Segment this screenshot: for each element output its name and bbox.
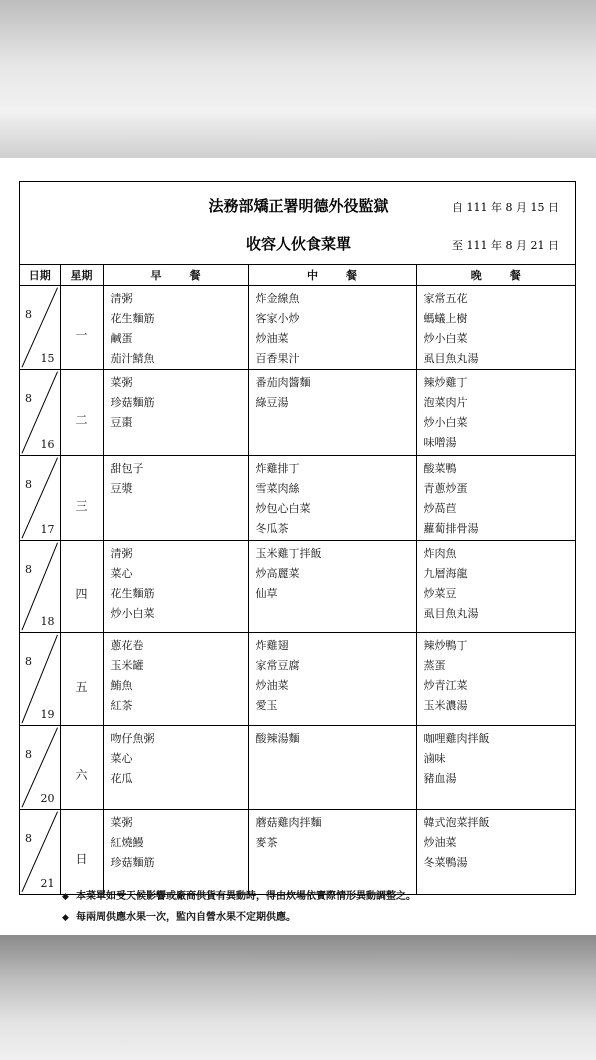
weekday-cell: 二	[60, 370, 103, 456]
breakfast-cell	[103, 810, 248, 894]
dinner-cell	[416, 456, 575, 541]
menu-item: 番茄肉醬麵	[255, 376, 311, 389]
menu-item: 麥茶	[255, 836, 278, 849]
blurred-top-background	[0, 0, 596, 158]
blurred-bottom-background	[0, 935, 596, 1060]
lunch-cell	[248, 810, 416, 894]
menu-item: 炒油菜	[423, 836, 457, 849]
table-row	[20, 456, 575, 541]
menu-document	[19, 181, 576, 895]
menu-item: 愛玉	[255, 699, 278, 712]
menu-item: 辣炒鴨丁	[423, 639, 468, 652]
menu-item: 花生麵筋	[110, 312, 155, 325]
diamond-bullet-icon: ◆	[62, 913, 69, 923]
menu-item: 炒小白菜	[423, 416, 468, 429]
weekday-cell: 四	[60, 541, 103, 633]
document-header	[20, 182, 575, 265]
menu-item: 吻仔魚粥	[110, 732, 155, 745]
menu-item: 炒青江菜	[423, 679, 468, 692]
lunch-cell	[248, 456, 416, 541]
menu-item: 咖哩雞肉拌飯	[423, 732, 490, 745]
menu-item: 玉米雞丁拌飯	[255, 547, 322, 560]
menu-item: 菜心	[110, 567, 133, 580]
menu-item: 家常五花	[423, 292, 468, 305]
menu-item: 鮪魚	[110, 679, 133, 692]
menu-item: 虱目魚丸湯	[423, 607, 479, 620]
note-item: ◆ 每兩周供應水果一次，監內自營水果不定期供應。	[62, 912, 296, 923]
menu-item: 珍菇麵筋	[110, 396, 155, 409]
menu-item: 紅茶	[110, 699, 133, 712]
date-month: 8	[25, 748, 32, 761]
menu-item: 炒包心白菜	[255, 502, 311, 515]
dinner-cell	[416, 286, 575, 370]
dinner-cell	[416, 810, 575, 894]
lunch-cell	[248, 541, 416, 633]
date-day: 16	[40, 438, 55, 451]
menu-item: 甜包子	[110, 462, 144, 475]
menu-item: 炒小白菜	[423, 332, 468, 345]
menu-item: 清粥	[110, 292, 133, 305]
date-cell	[20, 541, 60, 633]
menu-item: 雪菜肉絲	[255, 482, 300, 495]
menu-item: 紅燒鰻	[110, 836, 144, 849]
note-item: ◆ 本菜單如受天候影響或廠商供貨有異動時，得由炊場依實際情形異動調整之。	[62, 891, 416, 902]
diamond-bullet-icon: ◆	[62, 892, 69, 902]
menu-title: 收容人伙食菜單	[245, 235, 351, 253]
weekday-cell: 六	[60, 726, 103, 810]
menu-item: 冬瓜茶	[255, 522, 289, 535]
menu-item: 菜粥	[110, 376, 133, 389]
lunch-cell	[248, 286, 416, 370]
menu-table	[20, 265, 575, 894]
menu-item: 酸辣湯麵	[255, 732, 300, 745]
date-month: 8	[25, 563, 32, 576]
date-cell	[20, 810, 60, 894]
menu-item: 仙草	[255, 587, 278, 600]
date-cell	[20, 456, 60, 541]
col-header-weekday: 星期	[60, 265, 103, 286]
table-row	[20, 726, 575, 810]
menu-item: 蘿蔔排骨湯	[423, 522, 479, 535]
date-cell	[20, 726, 60, 810]
menu-notes	[62, 887, 416, 929]
date-cell	[20, 286, 60, 370]
menu-item: 炒高麗菜	[255, 567, 300, 580]
table-row	[20, 370, 575, 456]
date-day: 20	[40, 792, 55, 805]
date-from: 自 111 年 8 月 15 日	[452, 201, 559, 214]
menu-item: 辣炒雞丁	[423, 376, 468, 389]
menu-item: 炒油菜	[255, 679, 289, 692]
menu-item: 蒸蛋	[423, 659, 446, 672]
menu-item: 蔥花卷	[110, 639, 144, 652]
menu-item: 炒菜豆	[423, 587, 457, 600]
breakfast-cell	[103, 370, 248, 456]
menu-item: 味噌湯	[423, 436, 457, 449]
col-header-lunch: 中餐	[248, 265, 416, 286]
table-row	[20, 541, 575, 633]
date-cell	[20, 370, 60, 456]
menu-item: 炸金線魚	[255, 292, 300, 305]
menu-item: 客家小炒	[255, 312, 300, 325]
date-day: 19	[40, 708, 55, 721]
dinner-cell	[416, 633, 575, 726]
menu-item: 玉米濃湯	[423, 699, 468, 712]
date-day: 17	[40, 523, 55, 536]
menu-item: 青蔥炒蛋	[423, 482, 468, 495]
date-month: 8	[25, 308, 32, 321]
col-header-dinner: 晚餐	[416, 265, 575, 286]
menu-item: 滷味	[423, 752, 446, 765]
menu-item: 茄汁鯖魚	[110, 352, 155, 365]
menu-item: 蘑菇雞肉拌麵	[255, 816, 322, 829]
menu-item: 鹹蛋	[110, 332, 133, 345]
menu-item: 花生麵筋	[110, 587, 155, 600]
date-month: 8	[25, 655, 32, 668]
menu-item: 九層海龍	[423, 567, 468, 580]
table-row	[20, 633, 575, 726]
menu-item: 炸雞排丁	[255, 462, 300, 475]
menu-item: 炒小白菜	[110, 607, 155, 620]
menu-item: 炒萵苣	[423, 502, 457, 515]
date-day: 18	[40, 615, 55, 628]
menu-item: 家常豆腐	[255, 659, 300, 672]
dinner-cell	[416, 726, 575, 810]
breakfast-cell	[103, 456, 248, 541]
menu-document-page	[0, 158, 596, 935]
date-month: 8	[25, 392, 32, 405]
menu-item: 百香果汁	[255, 352, 300, 365]
menu-item: 花瓜	[110, 772, 133, 785]
dinner-cell	[416, 541, 575, 633]
menu-item: 炸肉魚	[423, 547, 457, 560]
menu-item: 豬血湯	[423, 772, 457, 785]
menu-item: 炒油菜	[255, 332, 289, 345]
menu-item: 玉米罐	[110, 659, 144, 672]
table-row	[20, 810, 575, 894]
org-title: 法務部矯正署明德外役監獄	[208, 197, 389, 215]
date-cell	[20, 633, 60, 726]
breakfast-cell	[103, 633, 248, 726]
col-header-breakfast: 早餐	[103, 265, 248, 286]
date-day: 15	[40, 352, 55, 365]
menu-item: 綠豆湯	[255, 396, 289, 409]
menu-item: 泡菜肉片	[423, 396, 468, 409]
table-row	[20, 286, 575, 370]
menu-item: 冬菜鴨湯	[423, 856, 468, 869]
lunch-cell	[248, 726, 416, 810]
weekday-cell: 五	[60, 633, 103, 726]
menu-item: 豆漿	[110, 482, 133, 495]
table-header-row	[20, 265, 575, 286]
date-day: 21	[40, 876, 55, 890]
menu-item: 清粥	[110, 547, 133, 560]
weekday-cell: 三	[60, 456, 103, 541]
date-to: 至 111 年 8 月 21 日	[452, 239, 559, 252]
breakfast-cell	[103, 541, 248, 633]
menu-item: 菜粥	[110, 816, 133, 829]
col-header-date: 日期	[20, 265, 60, 286]
lunch-cell	[248, 370, 416, 456]
menu-item: 炸雞翅	[255, 639, 289, 652]
menu-item: 虱目魚丸湯	[423, 352, 479, 365]
menu-item: 珍菇麵筋	[110, 856, 155, 869]
breakfast-cell	[103, 726, 248, 810]
menu-item: 韓式泡菜拌飯	[423, 816, 490, 829]
weekday-cell: 日	[60, 810, 103, 894]
dinner-cell	[416, 370, 575, 456]
date-month: 8	[25, 478, 32, 491]
weekday-cell: 一	[60, 286, 103, 370]
menu-item: 豆棗	[110, 416, 133, 429]
lunch-cell	[248, 633, 416, 726]
menu-item: 菜心	[110, 752, 133, 765]
menu-item: 酸菜鴨	[423, 462, 457, 475]
breakfast-cell	[103, 286, 248, 370]
date-month: 8	[25, 832, 32, 845]
menu-item: 螞蟻上樹	[423, 312, 468, 325]
